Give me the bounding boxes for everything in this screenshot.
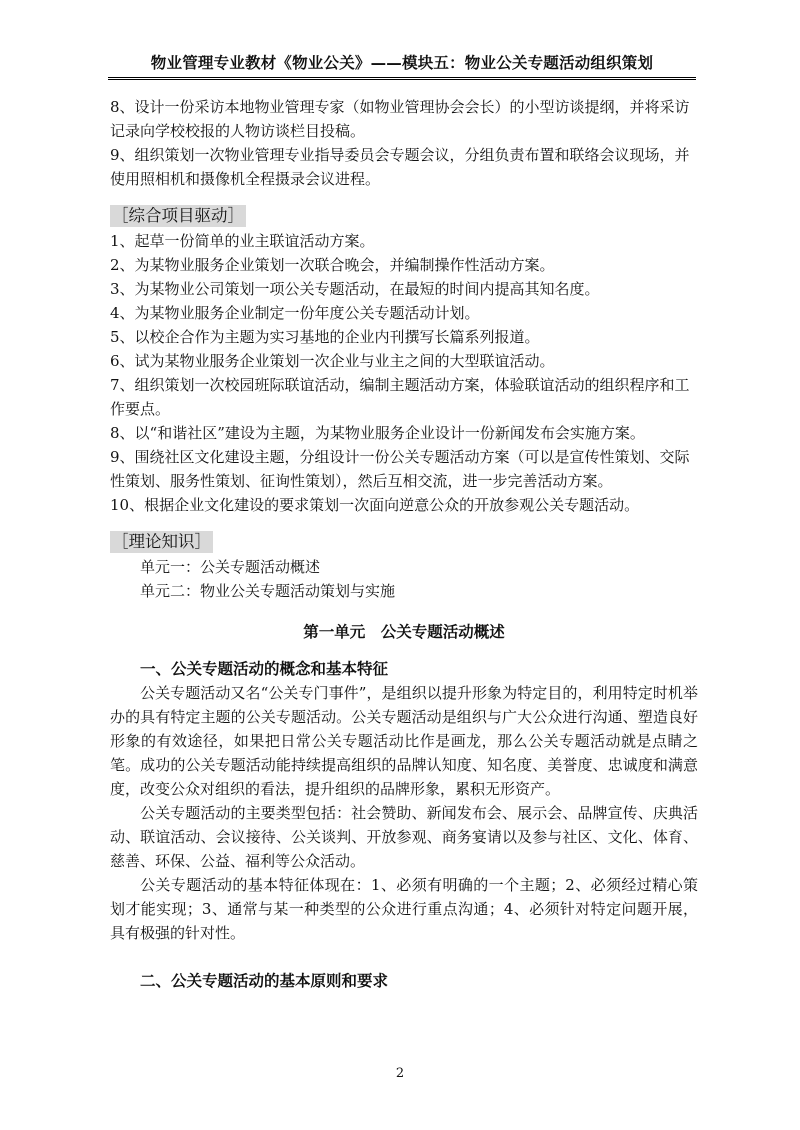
project-item: 10、根据企业文化建设的要求策划一次面向逆意公众的开放参观公关专题活动。 (110, 496, 640, 514)
project-section-heading-wrap (110, 205, 698, 229)
project-item: 2、为某物业服务企业策划一次联合晚会，并编制操作性活动方案。 (110, 256, 555, 274)
project-item: 6、试为某物业服务企业策划一次企业与业主之间的大型联谊活动。 (110, 352, 555, 370)
body-paragraph: 公关专题活动又名“公关专门事件”，是组织以提升形象为特定目的，利用特定时机举办的具有特定主题的公关专题活动。公关专题活动是组织与广大公众进行沟通、塑造良好形象的有效途径，如果把日常公关专题活动比作是画龙，那么公关专题活动就是点睛之笔。成功的公关专题活动能持续提高组织的品牌认知度、知名度、美誉度、忠诚度和满意度，改变公众对组织的看法，提升组织的品牌形象，累积无形资产。 (110, 684, 698, 798)
theory-unit-item: 单元二：物业公关专题活动策划与实施 (140, 582, 396, 600)
section-title: 一、公关专题活动的概念和基本特征 (140, 660, 389, 678)
project-item: 4、为某物业服务企业制定一份年度公关专题活动计划。 (110, 304, 480, 322)
intro-item: 9、组织策划一次物业管理专业指导委员会专题会议，分组负责布置和联络会议现场，并使用照相机和摄像机全程摄录会议进程。 (110, 146, 690, 188)
page-content (110, 95, 698, 993)
project-item: 5、以校企合作为主题为实习基地的企业内刊撰写长篇系列报道。 (110, 328, 540, 346)
body-paragraph: 公关专题活动的基本特征体现在：1、必须有明确的一个主题；2、必须经过精心策划才能实现；3、通常与某一种类型的公众进行重点沟通；4、必须针对特定问题开展，具有极强的针对性。 (110, 876, 698, 942)
project-item: 9、围绕社区文化建设主题，分组设计一份公关专题活动方案（可以是宣传性策划、交际性策划、服务性策划、征询性策划），然后互相交流，进一步完善活动方案。 (110, 448, 690, 490)
project-item: 1、起草一份简单的业主联谊活动方案。 (110, 232, 375, 250)
unit-title: 第一单元 公关专题活动概述 (303, 623, 505, 641)
project-item: 7、组织策划一次校园班际联谊活动，编制主题活动方案，体验联谊活动的组织程序和工作要点。 (110, 376, 690, 418)
header-divider (108, 77, 696, 80)
theory-section-heading: ［理论知识］ (112, 532, 211, 551)
page-header-title: 物业管理专业教材《物业公关》——模块五：物业公关专题活动组织策划 (150, 54, 654, 72)
project-item: 8、以“和谐社区”建设为主题，为某物业服务企业设计一份新闻发布会实施方案。 (110, 424, 645, 442)
body-paragraph: 公关专题活动的主要类型包括：社会赞助、新闻发布会、展示会、品牌宣传、庆典活动、联谊活动、会议接待、公关谈判、开放参观、商务宴请以及参与社区、文化、体育、慈善、环保、公益、福利等公众活动。 (110, 804, 698, 870)
intro-item: 8、设计一份采访本地物业管理专家（如物业管理协会会长）的小型访谈提纲，并将采访记录向学校校报的人物访谈栏目投稿。 (110, 98, 690, 140)
theory-section-heading-wrap (110, 531, 698, 555)
section-title: 二、公关专题活动的基本原则和要求 (140, 972, 389, 990)
page-number: 2 (395, 1066, 405, 1081)
project-section-heading: ［综合项目驱动］ (112, 206, 244, 225)
project-item: 3、为某物业公司策划一项公关专题活动，在最短的时间内提高其知名度。 (110, 280, 600, 298)
theory-unit-item: 单元一：公关专题活动概述 (140, 558, 321, 576)
